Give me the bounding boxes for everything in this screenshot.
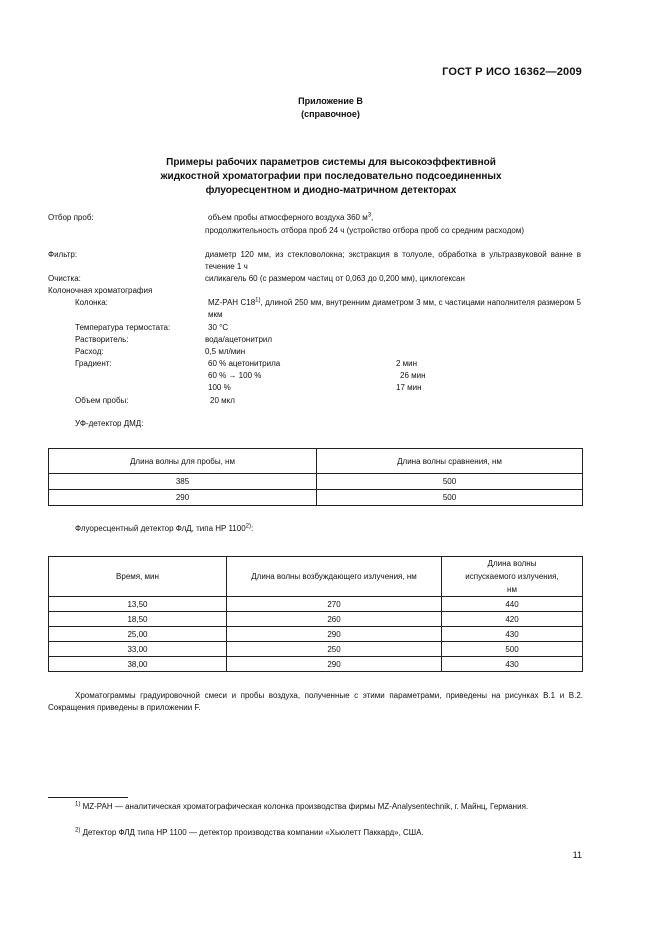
solvent-label: Растворитель: <box>75 335 129 344</box>
standard-header: ГОСТ Р ИСО 16362—2009 <box>442 66 582 78</box>
footnote-2: $^{2)}$ Детектор ФЛД типа HP 1100 — детектор производства компании «Хьюлетт Паккард», США. <box>75 827 424 837</box>
fl-detector-caption: Флуоресцентный детектор ФлД, типа HP 1100$^{2)}$: <box>75 523 254 533</box>
annex-subtitle: (справочное) <box>301 109 360 119</box>
gradient-step-1: 60 % ацетонитрила <box>208 359 281 368</box>
table-cell: 260 <box>227 612 442 627</box>
gradient-time-3: 17 мин <box>396 383 422 392</box>
title-line-3: флуоресцентном и диодно-матричном детекторах <box>205 185 457 196</box>
column-chromatography-label: Колоночная хроматография <box>48 286 153 295</box>
table-header: Длина волны сравнения, нм <box>317 449 583 474</box>
table-cell: 290 <box>227 627 442 642</box>
column-value: MZ-PAH C18$^{1)}$, длиной 250 мм, внутренним диаметром 3 мм, с частицами наполнителя размером 5 мкм <box>208 297 581 319</box>
table-row <box>49 490 583 506</box>
sample-volume-value: 20 мкл <box>210 396 235 405</box>
uv-wavelength-table <box>48 448 583 506</box>
table-cell: 500 <box>317 490 583 506</box>
table-cell: 250 <box>227 642 442 657</box>
solvent-value: вода/ацетонитрил <box>205 335 273 344</box>
table-cell: 18,50 <box>49 612 227 627</box>
table-header: Длина волны для пробы, нм <box>49 449 317 474</box>
fl-wavelength-table <box>48 556 583 672</box>
flow-label: Расход: <box>75 347 104 356</box>
table-cell: 420 <box>442 612 583 627</box>
sampling-label: Отбор проб: <box>48 213 94 222</box>
table-row <box>49 657 583 672</box>
flow-value: 0,5 мл/мин <box>205 347 246 356</box>
table-cell: 440 <box>442 597 583 612</box>
table-cell: 430 <box>442 657 583 672</box>
footnote-1: $^{1)}$ MZ-PAH — аналитическая хроматографическая колонка производства фирмы MZ-Analysentechnik, г. Майнц, Германия. <box>75 801 529 811</box>
body-paragraph: Хроматограммы градуировочной смеси и пробы воздуха, полученные с этими параметрами, приведены на рисунках В.1 и В.2. Сокращения приведены в приложении F. <box>48 691 583 712</box>
thermostat-value: 30 °С <box>208 323 229 332</box>
table-cell: 500 <box>317 474 583 490</box>
filter-value: диаметр 120 мм, из стекловолокна; экстракция в толуоле, обработка в ультразвуковой ванне в течение 1 ч <box>205 250 581 271</box>
gradient-time-2: 26 мин <box>400 371 426 380</box>
table-header-row <box>49 557 583 597</box>
uv-detector-caption: УФ-детектор ДМД: <box>75 419 144 428</box>
filter-label: Фильтр: <box>48 250 78 259</box>
table-header: Время, мин <box>49 557 227 597</box>
cleanup-label: Очистка: <box>48 274 81 283</box>
table-header-row <box>49 449 583 474</box>
gradient-step-3: 100 % <box>208 383 231 392</box>
table-cell: 430 <box>442 627 583 642</box>
table-header: Длина волны испускаемого излучения, нм <box>442 557 583 597</box>
sampling-value-2: продолжительность отбора проб 24 ч (устройство отбора проб со средним расходом) <box>205 226 524 235</box>
table-cell: 500 <box>442 642 583 657</box>
table-row <box>49 642 583 657</box>
annex-title: Приложение В <box>298 96 363 106</box>
gradient-step-2: 60 % → 100 % <box>208 371 262 380</box>
footnote-mark: 1) <box>75 801 81 808</box>
page-title <box>80 156 582 198</box>
column-label: Колонка: <box>75 298 108 307</box>
table-cell: 38,00 <box>49 657 227 672</box>
gradient-label: Градиент: <box>75 359 112 368</box>
table-cell: 290 <box>49 490 317 506</box>
title-line-1: Примеры рабочих параметров системы для высокоэффективной <box>166 157 496 168</box>
annex-heading <box>0 95 661 121</box>
table-row <box>49 627 583 642</box>
title-line-2: жидкостной хроматографии при последовательно подсоединенных <box>160 171 502 182</box>
table-cell: 290 <box>227 657 442 672</box>
table-cell: 385 <box>49 474 317 490</box>
cleanup-value: силикагель 60 (с размером частиц от 0,063 до 0,200 мм), циклогексан <box>205 274 465 283</box>
table-row <box>49 597 583 612</box>
table-cell: 13,50 <box>49 597 227 612</box>
table-cell: 25,00 <box>49 627 227 642</box>
table-cell: 33,00 <box>49 642 227 657</box>
gradient-time-1: 2 мин <box>396 359 418 368</box>
table-header: Длина волны возбуждающего излучения, нм <box>227 557 442 597</box>
sampling-value-1: объем пробы атмосферного воздуха 360 $м^3$, <box>208 212 374 222</box>
table-row <box>49 612 583 627</box>
page-number: 11 <box>572 850 582 860</box>
sample-volume-label: Объем пробы: <box>75 396 129 405</box>
thermostat-label: Температура термостата: <box>75 323 171 332</box>
table-row <box>49 474 583 490</box>
footnote-mark: 2) <box>75 827 81 834</box>
footnote-divider <box>48 797 128 798</box>
table-cell: 270 <box>227 597 442 612</box>
